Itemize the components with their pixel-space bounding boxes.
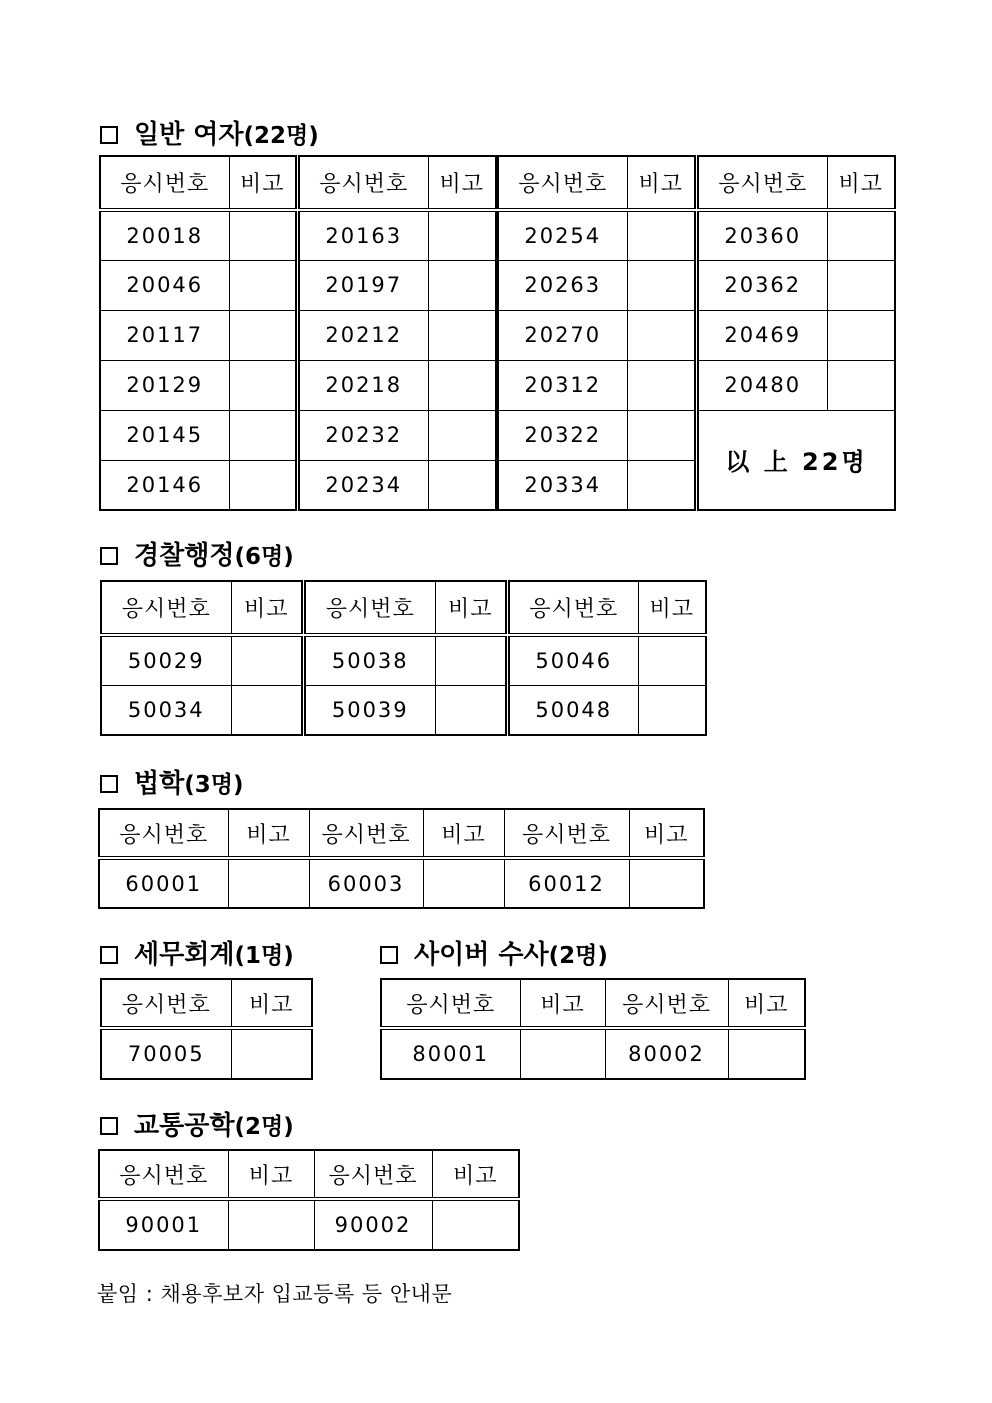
- header-note: 비고: [728, 979, 805, 1028]
- candidate-id: 20312: [498, 360, 627, 410]
- candidate-id: 90001: [99, 1199, 228, 1250]
- header-id: 응시번호: [498, 156, 627, 210]
- header-note: 비고: [423, 809, 504, 858]
- note-cell: [423, 858, 504, 908]
- section-title-police-admin: 경찰행정(6명): [100, 535, 294, 572]
- candidate-id: 80001: [381, 1028, 520, 1079]
- traffic-engineering-table: [98, 1149, 520, 1251]
- police-admin-table-3: [508, 580, 707, 736]
- header-note: 비고: [432, 1150, 519, 1199]
- candidate-id: 20322: [498, 410, 627, 460]
- note-cell: [229, 260, 296, 310]
- header-note: 비고: [435, 581, 506, 635]
- candidate-id: 20129: [100, 360, 229, 410]
- candidate-id: 60012: [504, 858, 629, 908]
- attachment-note: 붙임 : 채용후보자 입교등록 등 안내문: [97, 1282, 453, 1306]
- header-id: 응시번호: [309, 809, 423, 858]
- header-note: 비고: [231, 979, 312, 1028]
- candidate-id: 20234: [299, 460, 428, 510]
- header-id: 응시번호: [698, 156, 827, 210]
- candidate-id: 20263: [498, 260, 627, 310]
- note-cell: [827, 210, 895, 260]
- candidate-id: 50048: [509, 685, 638, 735]
- header-note: 비고: [520, 979, 605, 1028]
- tax-accounting-table: [100, 978, 313, 1080]
- header-id: 응시번호: [100, 156, 229, 210]
- candidate-id: 20212: [299, 310, 428, 360]
- note-cell: [827, 260, 895, 310]
- checkbox-square-icon: [100, 547, 118, 565]
- note-cell: [728, 1028, 805, 1079]
- header-note: 비고: [627, 156, 695, 210]
- header-note: 비고: [827, 156, 895, 210]
- note-cell: [627, 360, 695, 410]
- candidate-id: 90002: [314, 1199, 432, 1250]
- note-cell: [231, 635, 302, 685]
- note-cell: [432, 1199, 519, 1250]
- header-id: 응시번호: [381, 979, 520, 1028]
- section-title-tax-accounting: 세무회계(1명): [100, 934, 294, 971]
- candidate-id: 20145: [100, 410, 229, 460]
- note-cell: [827, 360, 895, 410]
- note-cell: [435, 685, 506, 735]
- header-id: 응시번호: [605, 979, 728, 1028]
- header-note: 비고: [428, 156, 496, 210]
- candidate-id: 20480: [698, 360, 827, 410]
- section-title-traffic-engineering: 교통공학(2명): [100, 1105, 294, 1142]
- candidate-id: 20197: [299, 260, 428, 310]
- section-title-cyber-investigation: 사이버 수사(2명): [380, 934, 608, 971]
- note-cell: [627, 410, 695, 460]
- checkbox-square-icon: [100, 126, 118, 144]
- note-cell: [428, 410, 496, 460]
- candidate-id: 50039: [305, 685, 435, 735]
- general-female-table-3: [497, 155, 696, 511]
- candidate-id: 20018: [100, 210, 229, 260]
- candidate-id: 70005: [101, 1028, 231, 1079]
- note-cell: [231, 685, 302, 735]
- checkbox-square-icon: [100, 775, 118, 793]
- note-cell: [638, 685, 706, 735]
- police-admin-table-2: [304, 580, 507, 736]
- candidate-id: 20469: [698, 310, 827, 360]
- note-cell: [520, 1028, 605, 1079]
- header-note: 비고: [229, 156, 296, 210]
- note-cell: [428, 260, 496, 310]
- checkbox-square-icon: [100, 1117, 118, 1135]
- section-title-general-female: 일반 여자(22명): [100, 114, 319, 151]
- note-cell: [229, 460, 296, 510]
- note-cell: [229, 360, 296, 410]
- cyber-investigation-table: [380, 978, 806, 1080]
- note-cell: [627, 460, 695, 510]
- header-id: 응시번호: [99, 809, 228, 858]
- header-id: 응시번호: [305, 581, 435, 635]
- note-cell: [627, 260, 695, 310]
- candidate-id: 20232: [299, 410, 428, 460]
- note-cell: [627, 310, 695, 360]
- note-cell: [228, 858, 309, 908]
- header-note: 비고: [228, 1150, 314, 1199]
- note-cell: [435, 635, 506, 685]
- candidate-id: 20046: [100, 260, 229, 310]
- header-note: 비고: [231, 581, 302, 635]
- candidate-id: 20254: [498, 210, 627, 260]
- law-table: [98, 808, 705, 909]
- candidate-id: 20163: [299, 210, 428, 260]
- note-cell: [827, 310, 895, 360]
- note-cell: [229, 310, 296, 360]
- candidate-id: 50034: [101, 685, 231, 735]
- header-id: 응시번호: [504, 809, 629, 858]
- header-note: 비고: [629, 809, 704, 858]
- note-cell: [627, 210, 695, 260]
- police-admin-table-1: [100, 580, 303, 736]
- candidate-id: 20270: [498, 310, 627, 360]
- header-id: 응시번호: [314, 1150, 432, 1199]
- header-note: 비고: [228, 809, 309, 858]
- candidate-id: 20218: [299, 360, 428, 410]
- note-cell: [428, 210, 496, 260]
- section-title-law: 법학(3명): [100, 763, 243, 800]
- candidate-id: 50046: [509, 635, 638, 685]
- note-cell: [229, 210, 296, 260]
- note-cell: [638, 635, 706, 685]
- header-id: 응시번호: [509, 581, 638, 635]
- candidate-id: 60001: [99, 858, 228, 908]
- note-cell: [229, 410, 296, 460]
- checkbox-square-icon: [100, 946, 118, 964]
- header-id: 응시번호: [299, 156, 428, 210]
- general-female-table-2: [298, 155, 497, 511]
- note-cell: [428, 310, 496, 360]
- header-id: 응시번호: [99, 1150, 228, 1199]
- candidate-id: 20362: [698, 260, 827, 310]
- note-cell: [228, 1199, 314, 1250]
- note-cell: [629, 858, 704, 908]
- checkbox-square-icon: [380, 946, 398, 964]
- candidate-id: 20360: [698, 210, 827, 260]
- general-female-table-1: [99, 155, 297, 511]
- candidate-id: 60003: [309, 858, 423, 908]
- header-note: 비고: [638, 581, 706, 635]
- note-cell: [428, 460, 496, 510]
- total-count: 以 上 22명: [698, 410, 895, 510]
- candidate-id: 20334: [498, 460, 627, 510]
- candidate-id: 50038: [305, 635, 435, 685]
- note-cell: [428, 360, 496, 410]
- header-id: 응시번호: [101, 979, 231, 1028]
- general-female-table-4: [697, 155, 896, 511]
- header-id: 응시번호: [101, 581, 231, 635]
- note-cell: [231, 1028, 312, 1079]
- candidate-id: 50029: [101, 635, 231, 685]
- candidate-id: 80002: [605, 1028, 728, 1079]
- candidate-id: 20117: [100, 310, 229, 360]
- candidate-id: 20146: [100, 460, 229, 510]
